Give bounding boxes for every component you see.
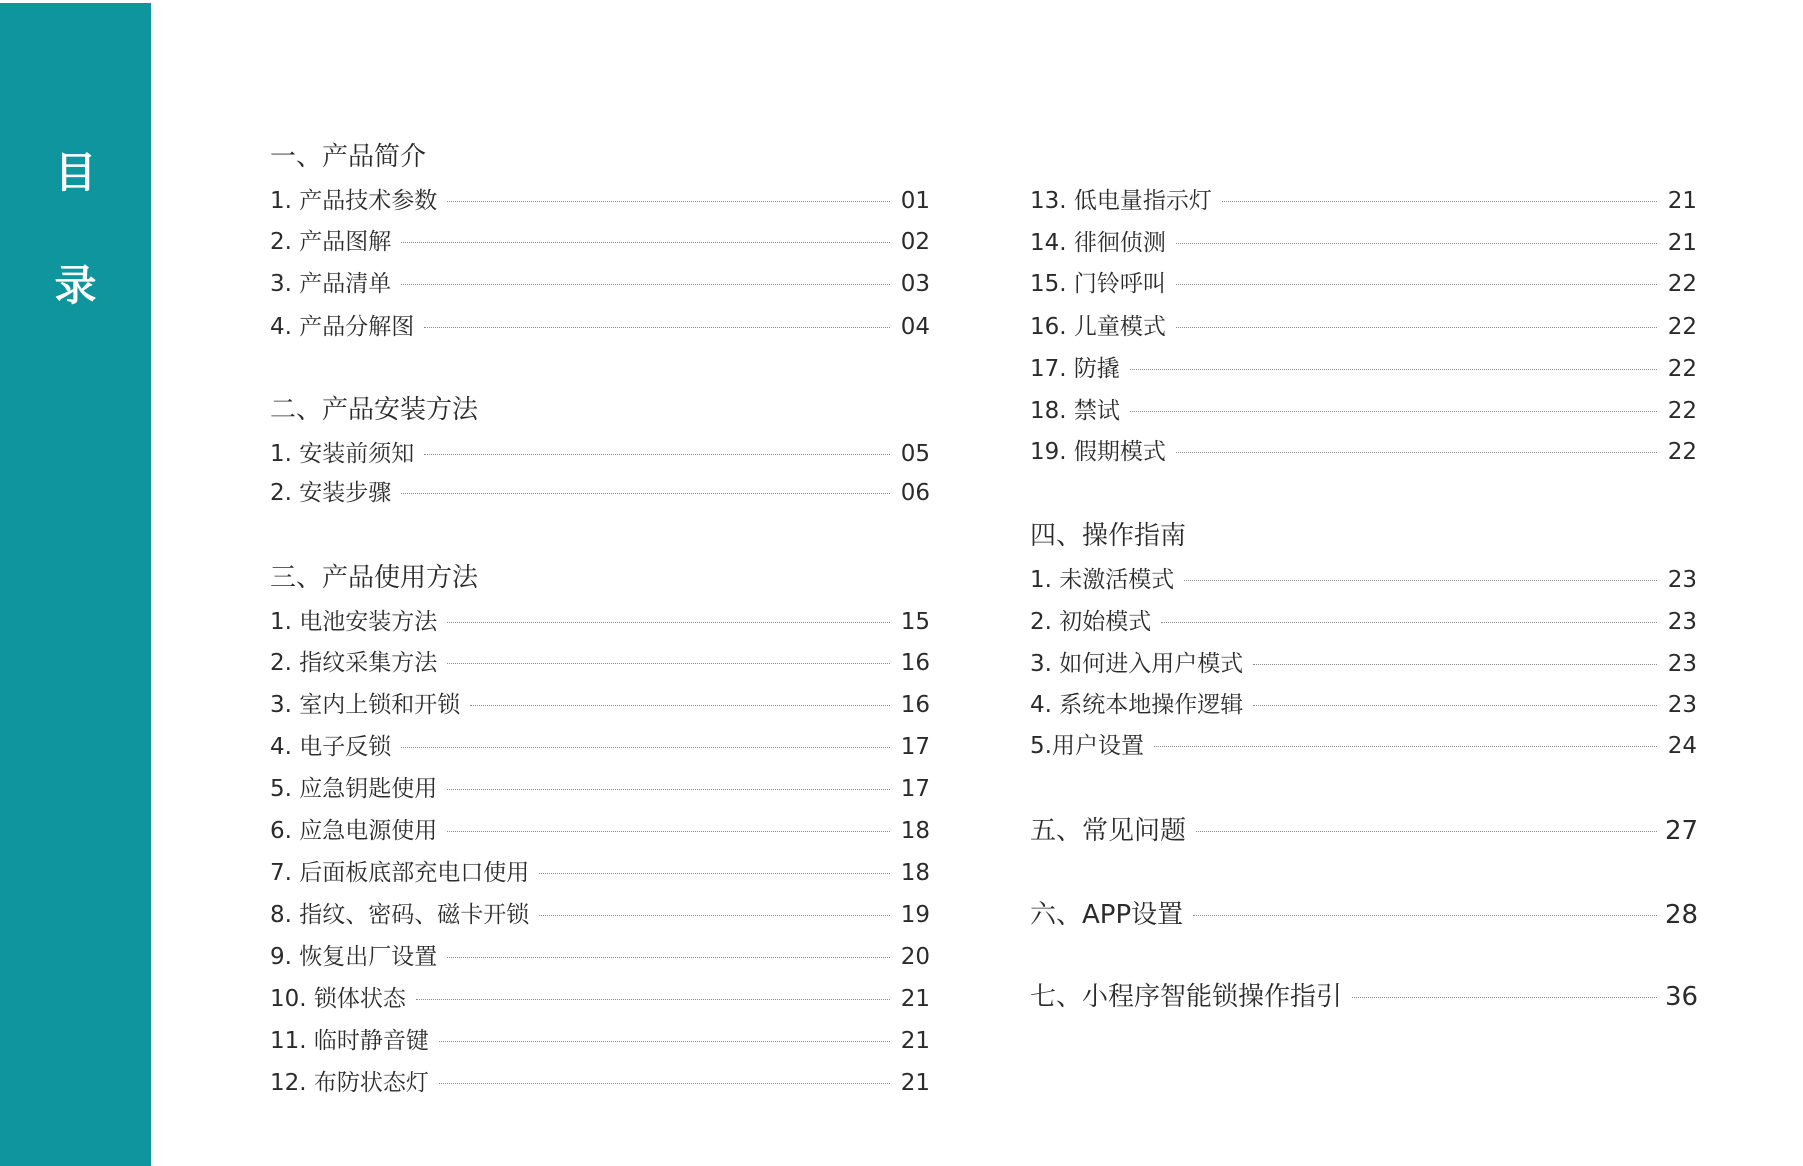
toc-entry[interactable] bbox=[270, 984, 930, 1014]
toc-entry-page: 21 bbox=[900, 1028, 930, 1054]
toc-entry-page: 16 bbox=[900, 650, 930, 676]
toc-entry-page: 19 bbox=[900, 902, 930, 928]
toc-entry-label: 17. 防撬 bbox=[1030, 356, 1120, 382]
toc-entry-label: 1. 产品技术参数 bbox=[270, 188, 438, 214]
dot-leader bbox=[401, 493, 890, 494]
dot-leader bbox=[416, 999, 890, 1000]
dot-leader bbox=[1352, 997, 1657, 998]
section-heading-4: 四、操作指南 bbox=[1030, 521, 1187, 551]
section-heading-3: 三、产品使用方法 bbox=[270, 563, 479, 593]
dot-leader bbox=[1176, 243, 1657, 244]
toc-entry[interactable] bbox=[270, 942, 930, 972]
toc-entry-label: 3. 室内上锁和开锁 bbox=[270, 692, 461, 718]
toc-entry-label: 13. 低电量指示灯 bbox=[1030, 188, 1212, 214]
toc-entry[interactable] bbox=[270, 186, 930, 216]
toc-entry-page: 02 bbox=[900, 229, 930, 255]
toc-entry[interactable] bbox=[1030, 312, 1697, 342]
toc-entry-page: 23 bbox=[1667, 609, 1697, 635]
toc-entry-page: 18 bbox=[900, 818, 930, 844]
toc-entry-label: 2. 初始模式 bbox=[1030, 609, 1152, 635]
toc-entry[interactable] bbox=[270, 1026, 930, 1056]
toc-entry-page: 36 bbox=[1665, 982, 1699, 1012]
dot-leader bbox=[1130, 369, 1657, 370]
toc-entry-label: 9. 恢复出厂设置 bbox=[270, 944, 438, 970]
toc-entry-page: 22 bbox=[1667, 271, 1697, 297]
toc-entry[interactable] bbox=[1030, 731, 1697, 761]
toc-entry-label: 14. 徘徊侦测 bbox=[1030, 230, 1166, 256]
toc-entry-page: 01 bbox=[900, 188, 930, 214]
toc-entry[interactable] bbox=[1030, 649, 1697, 679]
toc-entry-label: 3. 如何进入用户模式 bbox=[1030, 651, 1244, 677]
toc-entry[interactable] bbox=[270, 1068, 930, 1098]
toc-entry-page: 17 bbox=[900, 776, 930, 802]
dot-leader bbox=[1176, 452, 1657, 453]
toc-entry[interactable] bbox=[270, 732, 930, 762]
dot-leader bbox=[401, 747, 890, 748]
sidebar-title-char-2: 录 bbox=[54, 261, 97, 310]
toc-entry[interactable] bbox=[270, 478, 930, 508]
dot-leader bbox=[1176, 327, 1657, 328]
dot-leader bbox=[1161, 622, 1657, 623]
toc-entry[interactable] bbox=[270, 648, 930, 678]
dot-leader bbox=[439, 1083, 890, 1084]
toc-entry-label: 1. 电池安装方法 bbox=[270, 609, 438, 635]
toc-entry-label: 6. 应急电源使用 bbox=[270, 818, 438, 844]
dot-leader bbox=[447, 663, 890, 664]
dot-leader bbox=[424, 327, 890, 328]
toc-entry-page: 28 bbox=[1665, 900, 1699, 930]
dot-leader bbox=[539, 915, 890, 916]
toc-entry-label: 七、小程序智能锁操作指引 bbox=[1030, 982, 1343, 1012]
dot-leader bbox=[447, 789, 890, 790]
toc-entry-label: 15. 门铃呼叫 bbox=[1030, 271, 1166, 297]
dot-leader bbox=[1222, 201, 1657, 202]
toc-section-entry[interactable] bbox=[1030, 816, 1697, 846]
section-heading-2: 二、产品安装方法 bbox=[270, 395, 479, 425]
toc-entry[interactable] bbox=[270, 690, 930, 720]
toc-entry[interactable] bbox=[1030, 228, 1697, 258]
dot-leader bbox=[470, 705, 890, 706]
dot-leader bbox=[401, 284, 890, 285]
sidebar-title-char-1: 目 bbox=[54, 148, 97, 197]
toc-entry-label: 2. 产品图解 bbox=[270, 229, 392, 255]
sidebar bbox=[0, 3, 151, 1166]
toc-entry-page: 16 bbox=[900, 692, 930, 718]
toc-entry-page: 22 bbox=[1667, 439, 1697, 465]
dot-leader bbox=[539, 873, 890, 874]
toc-entry-label: 2. 指纹采集方法 bbox=[270, 650, 438, 676]
toc-entry-label: 10. 锁体状态 bbox=[270, 986, 406, 1012]
toc-entry-label: 12. 布防状态灯 bbox=[270, 1070, 429, 1096]
toc-entry-label: 5.用户设置 bbox=[1030, 733, 1144, 759]
toc-entry-label: 5. 应急钥匙使用 bbox=[270, 776, 438, 802]
toc-entry-page: 22 bbox=[1667, 356, 1697, 382]
toc-entry[interactable] bbox=[270, 439, 930, 469]
toc-entry-page: 20 bbox=[900, 944, 930, 970]
toc-entry-page: 27 bbox=[1665, 816, 1699, 846]
toc-entry-label: 16. 儿童模式 bbox=[1030, 314, 1166, 340]
toc-entry-label: 2. 安装步骤 bbox=[270, 480, 392, 506]
toc-entry-label: 1. 安装前须知 bbox=[270, 441, 415, 467]
toc-entry[interactable] bbox=[1030, 437, 1697, 467]
dot-leader bbox=[1184, 580, 1657, 581]
toc-entry-page: 21 bbox=[1667, 230, 1697, 256]
toc-entry-page: 17 bbox=[900, 734, 930, 760]
dot-leader bbox=[1154, 746, 1657, 747]
toc-entry[interactable] bbox=[1030, 690, 1697, 720]
dot-leader bbox=[1193, 915, 1657, 916]
toc-entry-page: 04 bbox=[900, 314, 930, 340]
dot-leader bbox=[447, 622, 890, 623]
toc-entry-page: 23 bbox=[1667, 651, 1697, 677]
toc-entry[interactable] bbox=[270, 607, 930, 637]
dot-leader bbox=[447, 831, 890, 832]
toc-entry-page: 05 bbox=[900, 441, 930, 467]
toc-entry-page: 22 bbox=[1667, 398, 1697, 424]
toc-section-entry[interactable] bbox=[1030, 982, 1697, 1012]
toc-entry-label: 4. 电子反锁 bbox=[270, 734, 392, 760]
dot-leader bbox=[1253, 664, 1657, 665]
toc-entry-page: 24 bbox=[1667, 733, 1697, 759]
dot-leader bbox=[401, 242, 890, 243]
toc-entry-page: 23 bbox=[1667, 567, 1697, 593]
toc-entry[interactable] bbox=[270, 774, 930, 804]
toc-entry-label: 1. 未激活模式 bbox=[1030, 567, 1175, 593]
toc-entry-page: 18 bbox=[900, 860, 930, 886]
toc-entry-page: 23 bbox=[1667, 692, 1697, 718]
dot-leader bbox=[447, 957, 890, 958]
toc-entry-page: 21 bbox=[900, 986, 930, 1012]
toc-entry[interactable] bbox=[270, 900, 930, 930]
toc-entry-label: 4. 系统本地操作逻辑 bbox=[1030, 692, 1244, 718]
toc-entry-label: 18. 禁试 bbox=[1030, 398, 1120, 424]
toc-entry[interactable] bbox=[270, 269, 930, 299]
toc-entry-label: 8. 指纹、密码、磁卡开锁 bbox=[270, 902, 530, 928]
toc-entry-label: 五、常见问题 bbox=[1030, 816, 1187, 846]
toc-entry-page: 21 bbox=[1667, 188, 1697, 214]
toc-section-entry[interactable] bbox=[1030, 900, 1697, 930]
toc-entry-page: 03 bbox=[900, 271, 930, 297]
section-heading-1: 一、产品简介 bbox=[270, 142, 427, 172]
toc-entry[interactable] bbox=[270, 858, 930, 888]
toc-entry-page: 15 bbox=[900, 609, 930, 635]
toc-entry-page: 22 bbox=[1667, 314, 1697, 340]
toc-entry[interactable] bbox=[270, 227, 930, 257]
toc-entry-label: 六、APP设置 bbox=[1030, 900, 1184, 930]
toc-entry[interactable] bbox=[1030, 269, 1697, 299]
toc-entry-label: 4. 产品分解图 bbox=[270, 314, 415, 340]
toc-entry-label: 11. 临时静音键 bbox=[270, 1028, 429, 1054]
toc-entry[interactable] bbox=[1030, 186, 1697, 216]
toc-entry-label: 19. 假期模式 bbox=[1030, 439, 1166, 465]
dot-leader bbox=[1253, 705, 1657, 706]
toc-entry[interactable] bbox=[1030, 607, 1697, 637]
dot-leader bbox=[1130, 411, 1657, 412]
toc-entry-label: 7. 后面板底部充电口使用 bbox=[270, 860, 530, 886]
toc-entry-page: 06 bbox=[900, 480, 930, 506]
toc-entry[interactable] bbox=[1030, 354, 1697, 384]
dot-leader bbox=[1196, 831, 1657, 832]
toc-entry[interactable] bbox=[270, 312, 930, 342]
dot-leader bbox=[439, 1041, 890, 1042]
toc-entry[interactable] bbox=[1030, 396, 1697, 426]
dot-leader bbox=[1176, 284, 1657, 285]
toc-entry[interactable] bbox=[1030, 565, 1697, 595]
toc-entry-page: 21 bbox=[900, 1070, 930, 1096]
toc-entry[interactable] bbox=[270, 816, 930, 846]
dot-leader bbox=[424, 454, 890, 455]
dot-leader bbox=[447, 201, 890, 202]
toc-entry-label: 3. 产品清单 bbox=[270, 271, 392, 297]
